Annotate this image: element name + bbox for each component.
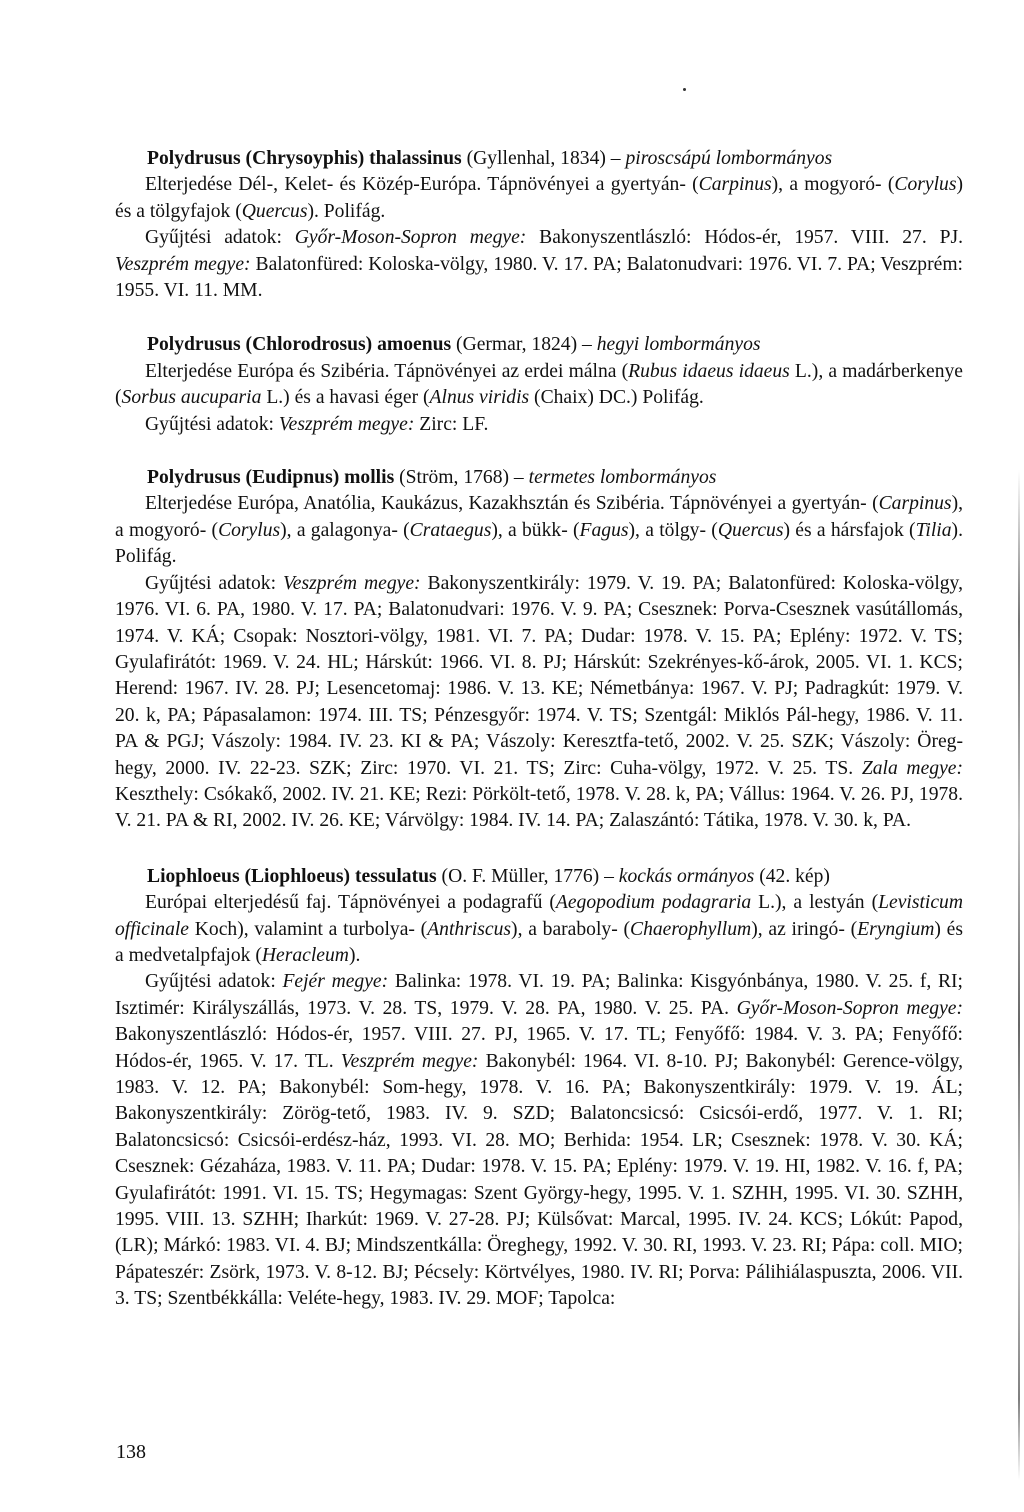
taxon-italic: Levisticum officinale bbox=[115, 892, 963, 940]
text-run: ), a tölgy- ( bbox=[628, 519, 718, 541]
taxon-italic: Carpinus bbox=[698, 174, 772, 196]
taxon-italic: Chaerophyllum bbox=[630, 918, 752, 940]
scan-speck bbox=[683, 88, 686, 91]
taxon-italic: Crataegus bbox=[409, 519, 492, 541]
county-italic: Veszprém megye: bbox=[278, 413, 415, 435]
species-heading bbox=[115, 332, 963, 358]
county-italic: Veszprém megye: bbox=[283, 572, 421, 594]
species-heading bbox=[115, 864, 963, 890]
taxon-italic: Rubus idaeus idaeus bbox=[628, 360, 790, 382]
taxon-italic: Fagus bbox=[579, 519, 629, 541]
taxon-italic: Sorbus aucuparia bbox=[121, 387, 262, 409]
text-run: Zirc: LF. bbox=[414, 413, 489, 435]
text-run: Balinka: 1978. VI. 19. PA; Balinka: Kisgyónbánya, 1980. V. 25. f, RI; Isztimér: Királyszállás, 1973. V. 28. TS, 1979. V. 28. PA, 1980. V. 25. PA. bbox=[115, 971, 963, 1019]
collection-paragraph bbox=[115, 225, 963, 304]
text-run: Bakonyszentlászló: Hódos-ér, 1957. VIII. 27. PJ. bbox=[526, 227, 963, 249]
taxon-italic: Eryngium bbox=[857, 918, 935, 940]
text-run: ). Polifág. bbox=[115, 519, 963, 568]
county-italic: Veszprém megye: bbox=[115, 253, 251, 275]
vernacular-name: piroscsápú lombormányos bbox=[625, 148, 833, 169]
text-run: L.) és a havasi éger ( bbox=[261, 387, 430, 409]
taxon-italic: Quercus bbox=[717, 519, 784, 541]
text-run: Keszthely: Csókakő, 2002. IV. 21. KE; Rezi: Pörkölt-tető, 1978. V. 28. k, PA; Vállus: 1964. V. 26. PJ, 1978. V. 21. PA & RI, 2002. IV. 26. KE; Várvölgy: 1984. IV. 14. PA; Zalaszántó: Tátika, 1978. V. 30. k, PA. bbox=[115, 783, 963, 832]
taxon-italic: Aegopodium podagraria bbox=[555, 892, 752, 914]
vernacular-name: hegyi lombormányos bbox=[596, 334, 761, 356]
taxon-italic: Alnus viridis bbox=[429, 387, 530, 409]
species-entry-liophloeus-tessulatus bbox=[115, 864, 963, 1313]
taxon-italic: Anthriscus bbox=[427, 918, 512, 940]
text-run: (Chaix) DC.) Polifág. bbox=[529, 387, 704, 409]
text-run: Gyűjtési adatok: bbox=[145, 413, 279, 435]
text-run: ) és a tölgyfajok ( bbox=[115, 174, 963, 222]
species-author: (O. F. Müller, 1776) – bbox=[436, 865, 619, 887]
text-run: Koch), valamint a turbolya- ( bbox=[189, 918, 428, 940]
distribution-paragraph bbox=[115, 359, 963, 412]
text-run: Bakonyszentkirály: 1979. V. 19. PA; Balatonfüred: Koloska-völgy, 1976. VI. 6. PA, 1980. V. 17. PA; Balatonudvari: 1976. V. 9. PA; Csesznek: Porva-Csesznek vasútállomás, 1974. V. KÁ; Csopak: Nosztori-völgy, 1981. VI. 7. PA; Dudar: 1978. V. 15. PA; Eplény: 1972. V. TS; Gyulafirátót: 1969. V. 24. HL; Hárskút: 1966. VI. 8. PJ; Hárskút: Szekrényes-kő-árok, 2005. VI. 1. KCS; Herend: 1967. IV. 28. PJ; Lesencetomaj: 1986. V. 13. KE; Németbánya: 1967. V. PJ; Padragkút: 1979. V. 20. k, PA; Pápasalamon: 1974. III. TS; Pénzesgyőr: 1974. V. TS; Szentgál: Miklós Pál-hegy, 1986. V. 11. PA & PGJ; Vászoly: 1984. IV. 23. KI & PA; Vászoly: Keresztfa-tető, 2002. V. 25. SZK; Vászoly: Öreg-hegy, 2000. IV. 22-23. SZK; Zirc: 1970. VI. 21. TS; Zirc: Cuha-völgy, 1972. V. 25. TS. bbox=[115, 572, 963, 779]
collection-paragraph bbox=[115, 969, 963, 1312]
text-run: Gyűjtési adatok: bbox=[145, 227, 295, 249]
text-run: Bakonybél: 1964. VI. 8-10. PJ; Bakonybél: Gerence-völgy, 1983. V. 12. PA; Bakonybél: Som-hegy, 1978. V. 16. PA; Bakonyszentkirály: 1979. V. 19. ÁL; Bakonyszentkirály: Zörög-tető, 1983. IV. 9. SZD; Balatoncsicsó: Csicsói-erdő, 1977. V. 1. RI; Balatoncsicsó: Csicsói-erdész-ház, 1993. VI. 28. MO; Berhida: 1954. LR; Csesznek: 1978. V. 30. KÁ; Csesznek: Gézaháza, 1983. V. 11. PA; Dudar: 1978. V. 15. PA; Eplény: 1979. V. 19. HI, 1982. V. 16. f, PA; Gyulafirátót: 1991. VI. 15. TS; Hegymagas: Szent György-hegy, 1995. V. 1. SZHH, 1995. VI. 30. SZHH, 1995. VIII. 13. SZHH; Iharkút: 1969. V. 27-28. PJ; Külsővat: Marcal, 1995. IV. 24. KCS; Lókút: Papod, (LR); Márkó: 1983. VI. 4. BJ; Mindszentkálla: Öreghegy, 1992. V. 30. RI, 1993. V. 23. RI; Pápa: coll. MIO; Pápateszér: Zsörk, 1973. V. 8-12. BJ; Pécsely: Körtvélyes, 1980. IV. RI; Porva: Pálihiálaspuszta, 2006. VII. 3. TS; Szentbékkálla: Veléte-hegy, 1983. IV. 29. MOF; Tapolca: bbox=[115, 1050, 963, 1310]
page-number: 138 bbox=[116, 1441, 146, 1463]
county-italic: Fejér megye: bbox=[282, 971, 389, 993]
text-run: ), a bükk- ( bbox=[491, 519, 580, 541]
text-run: Elterjedése Dél-, Kelet- és Közép-Európa. Tápnövényei a gyertyán- ( bbox=[145, 174, 699, 196]
text-run: L.), a madárberkenye ( bbox=[115, 360, 963, 409]
text-run: ), a baraboly- ( bbox=[511, 918, 631, 940]
text-run: ) és a hársfajok ( bbox=[783, 519, 916, 541]
species-author: (Ström, 1768) – bbox=[394, 467, 529, 489]
collection-paragraph bbox=[115, 412, 963, 438]
text-run: ), a galagonya- ( bbox=[280, 519, 410, 541]
distribution-paragraph bbox=[115, 890, 963, 969]
text-run: L.), a lestyán ( bbox=[751, 892, 879, 914]
vernacular-name: termetes lombormányos bbox=[528, 467, 717, 489]
county-italic: Zala megye: bbox=[861, 757, 963, 779]
scan-edge-shadow bbox=[1018, 470, 1020, 1480]
taxon-italic: Tilia bbox=[915, 519, 952, 541]
text-run: Elterjedése Európa, Anatólia, Kaukázus, Kazakhsztán és Szibéria. Tápnövényei a gyertyán- ( bbox=[145, 493, 879, 515]
text-run: ). Polifág. bbox=[307, 200, 386, 222]
distribution-paragraph bbox=[115, 172, 963, 225]
species-heading bbox=[115, 465, 963, 491]
text-run: ) és a medvetalpfajok ( bbox=[115, 918, 963, 966]
taxon-italic: Carpinus bbox=[878, 493, 952, 515]
species-heading bbox=[115, 146, 963, 172]
text-run: Bakonyszentlászló: Hódos-ér, 1957. VIII. 27. PJ, 1965. V. 17. TL; Fenyőfő: 1984. V. 3. PA; Fenyőfő: Hódos-ér, 1965. V. 17. TL. bbox=[115, 1024, 963, 1072]
species-entry-polydrusus-mollis bbox=[115, 465, 963, 835]
text-run: Gyűjtési adatok: bbox=[145, 572, 284, 594]
species-author: (Germar, 1824) – bbox=[451, 334, 597, 356]
vernacular-name: kockás ormányos bbox=[618, 865, 755, 887]
taxon-italic: Corylus bbox=[894, 174, 957, 196]
species-author: (Gyllenhal, 1834) – bbox=[461, 148, 626, 169]
species-name: Polydrusus (Chrysoyphis) thalassinus bbox=[147, 148, 462, 169]
county-italic: Győr-Moson-Sopron megye: bbox=[736, 997, 963, 1019]
distribution-paragraph bbox=[115, 491, 963, 570]
species-entry-polydrusus-amoenus bbox=[115, 332, 963, 438]
county-italic: Győr-Moson-Sopron megye: bbox=[294, 227, 527, 249]
county-italic: Veszprém megye: bbox=[340, 1050, 479, 1072]
text-run: ). bbox=[348, 944, 361, 966]
text-run: Európai elterjedésű faj. Tápnövényei a podagrafű ( bbox=[145, 892, 556, 914]
figure-reference: (42. kép) bbox=[754, 865, 830, 887]
taxon-italic: Corylus bbox=[218, 519, 281, 541]
species-name: Polydrusus (Eudipnus) mollis bbox=[147, 467, 395, 489]
taxon-italic: Quercus bbox=[241, 200, 308, 222]
text-run: Elterjedése Európa és Szibéria. Tápnövényei az erdei málna ( bbox=[145, 360, 629, 382]
species-name: Liophloeus (Liophloeus) tessulatus bbox=[147, 865, 437, 887]
text-run: Balatonfüred: Koloska-völgy, 1980. V. 17. PA; Balatonudvari: 1976. VI. 7. PA; Veszprém: 1955. VI. 11. MM. bbox=[115, 253, 963, 302]
taxon-italic: Heracleum bbox=[261, 944, 349, 966]
text-run: Gyűjtési adatok: bbox=[145, 971, 283, 993]
collection-paragraph bbox=[115, 571, 963, 835]
species-entry-polydrusus-thalassinus bbox=[115, 146, 963, 304]
text-run: ), a mogyoró- ( bbox=[115, 493, 963, 541]
text-run: ), a mogyoró- ( bbox=[771, 174, 895, 196]
page-body bbox=[115, 146, 963, 1313]
species-name: Polydrusus (Chlorodrosus) amoenus bbox=[147, 334, 452, 356]
text-run: ), az iringó- ( bbox=[751, 918, 858, 940]
